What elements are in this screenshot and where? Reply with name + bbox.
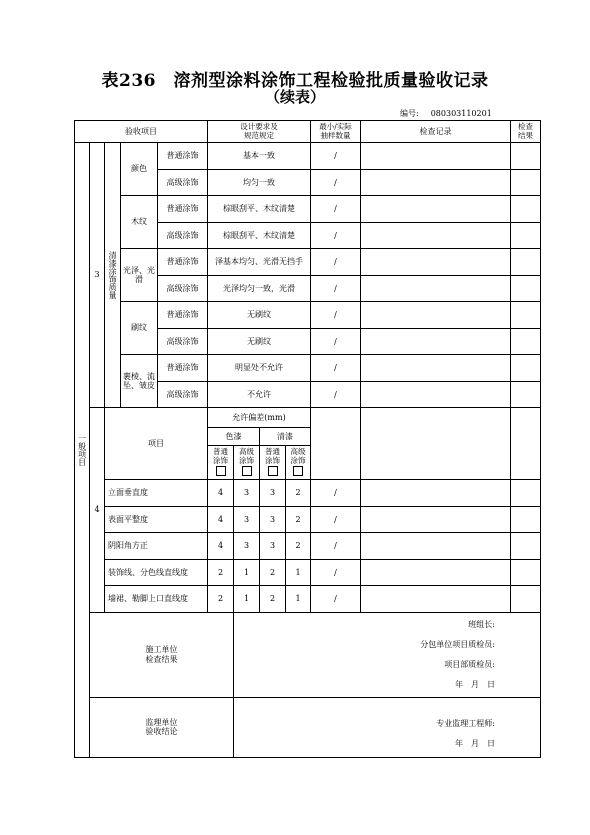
check-result: [511, 506, 541, 533]
group3-number: 3: [90, 143, 105, 408]
check-item-name: 颜色: [121, 143, 158, 196]
design-spec: 棕眼刮平、木纹清楚: [208, 222, 311, 249]
check-result: [511, 222, 541, 249]
finish-grade: 普通涂饰: [158, 196, 208, 223]
check-result: [511, 586, 541, 613]
check-record: [361, 249, 511, 276]
design-spec: 均匀一致: [208, 169, 311, 196]
sample-count: /: [311, 143, 361, 170]
header-item: 验收项目: [75, 121, 208, 143]
sample-count: /: [311, 275, 361, 302]
check-result: [511, 275, 541, 302]
design-spec: 棕眼刮平、木纹清楚: [208, 196, 311, 223]
advanced-finish-option-3: [286, 446, 311, 480]
table-row: [75, 143, 541, 170]
finish-grade: 普通涂饰: [158, 302, 208, 329]
check-record: [361, 302, 511, 329]
tolerance-item-name: 墙裙、勒脚上口直线度: [105, 586, 208, 613]
check-record: [361, 196, 511, 223]
tolerance-value: 2: [208, 586, 234, 613]
table-row: [75, 249, 541, 276]
check-item-name: 裹棱、流坠、皱皮: [121, 355, 158, 408]
finish-grade: 普通涂饰: [158, 249, 208, 276]
sample-count: /: [311, 506, 361, 533]
design-spec: 明显处不允许: [208, 355, 311, 382]
tolerance-item-name: 阴阳角方正: [105, 533, 208, 560]
check-record: [361, 381, 511, 408]
check-result: [511, 328, 541, 355]
check-result: [511, 169, 541, 196]
header-record: 检查记录: [361, 121, 511, 143]
tolerance-value: 3: [260, 480, 286, 507]
sample-count: /: [311, 196, 361, 223]
finish-grade-label: 普通涂饰: [265, 446, 280, 465]
form-title: 表236 溶剂型涂料涂饰工程检验批质量验收记录: [101, 71, 489, 91]
checkbox[interactable]: [242, 466, 252, 476]
tolerance-value: 1: [286, 586, 311, 613]
finish-grade: 高级涂饰: [158, 381, 208, 408]
design-spec: 光泽均匀一致，光滑: [208, 275, 311, 302]
color-paint-label: 色漆: [208, 428, 260, 446]
tolerance-value: 4: [208, 506, 234, 533]
table-row: [75, 533, 541, 560]
tolerance-value: 2: [208, 559, 234, 586]
sample-count: /: [311, 222, 361, 249]
header-design: 设计要求及 规范规定: [208, 121, 311, 143]
team-leader-label: 班组长:: [468, 619, 495, 629]
advanced-finish-option-1: [234, 446, 260, 480]
check-result: [511, 302, 541, 329]
sample-count: /: [311, 355, 361, 382]
design-spec: 泽基本均匀、光滑无挡手: [208, 249, 311, 276]
check-result: [511, 196, 541, 223]
tolerance-item-name: 装饰线、分色线直线度: [105, 559, 208, 586]
form-subtitle: （续表）: [264, 88, 325, 106]
inspection-table: [74, 120, 541, 758]
tolerance-value: 1: [234, 586, 260, 613]
supervision-date: 年 月 日: [455, 738, 495, 748]
sub-inspector-label: 分包单位项目质检员:: [420, 639, 495, 649]
check-item-name: 木纹: [121, 196, 158, 249]
supervision-label: 监理单位 验收结论: [90, 697, 234, 757]
table-row: [75, 480, 541, 507]
finish-grade: 高级涂饰: [158, 222, 208, 249]
check-record: [361, 169, 511, 196]
code-value: 080303110201: [430, 109, 492, 118]
finish-grade-label: 普通涂饰: [213, 446, 228, 465]
finish-grade: 高级涂饰: [158, 328, 208, 355]
project-inspector-label: 项目部质检员:: [444, 659, 495, 669]
check-record: [361, 408, 511, 480]
design-spec: 无刷纹: [208, 328, 311, 355]
table-row: [75, 559, 541, 586]
check-record: [361, 355, 511, 382]
check-result: [511, 143, 541, 170]
tolerance-value: 3: [260, 506, 286, 533]
check-record: [361, 586, 511, 613]
finish-grade-label: 高级涂饰: [290, 446, 306, 465]
tolerance-value: 2: [260, 559, 286, 586]
normal-finish-option-2: [260, 446, 286, 480]
supervising-engineer-label: 专业监理工程师:: [436, 718, 495, 728]
check-result: [511, 249, 541, 276]
check-result: [511, 408, 541, 480]
tolerance-value: 1: [286, 559, 311, 586]
general-items-label: 一般项目: [75, 143, 90, 758]
sample-count: /: [311, 249, 361, 276]
checkbox[interactable]: [293, 466, 303, 476]
tolerance-label: 允许偏差(mm): [208, 408, 311, 428]
tolerance-value: 2: [286, 533, 311, 560]
group3-category: 清漆涂饰质量: [105, 143, 121, 408]
table-row: [75, 196, 541, 223]
group4-item-label: 项目: [105, 408, 208, 480]
check-result: [511, 559, 541, 586]
sample-count: /: [311, 169, 361, 196]
tolerance-value: 4: [208, 480, 234, 507]
header-sample: 最小/实际 抽样数量: [311, 121, 361, 143]
tolerance-value: 1: [234, 559, 260, 586]
tolerance-value: 3: [234, 506, 260, 533]
form-code: [400, 108, 504, 119]
check-record: [361, 275, 511, 302]
check-record: [361, 506, 511, 533]
check-record: [361, 143, 511, 170]
design-spec: 不允许: [208, 381, 311, 408]
finish-grade: 普通涂饰: [158, 355, 208, 382]
tolerance-item-name: 立面垂直度: [105, 480, 208, 507]
tolerance-value: 3: [234, 480, 260, 507]
sample-count: /: [311, 302, 361, 329]
table-row: [75, 302, 541, 329]
finish-grade: 普通涂饰: [158, 143, 208, 170]
construction-date: 年 月 日: [455, 679, 495, 689]
finish-grade: 高级涂饰: [158, 169, 208, 196]
code-label: 编号:: [400, 109, 419, 118]
check-record: [361, 480, 511, 507]
clear-paint-label: 清漆: [260, 428, 311, 446]
check-record: [361, 559, 511, 586]
tolerance-value: 4: [208, 533, 234, 560]
sample-count: /: [311, 533, 361, 560]
check-record: [361, 222, 511, 249]
supervision-signatures: [234, 697, 541, 757]
table-row: [75, 355, 541, 382]
sample-count: /: [311, 480, 361, 507]
check-record: [361, 533, 511, 560]
check-item-name: 光泽、光滑: [121, 249, 158, 302]
construction-label: 施工单位 检查结果: [90, 612, 234, 697]
finish-grade-label: 高级涂饰: [239, 446, 254, 465]
check-result: [511, 480, 541, 507]
sample-count: /: [311, 586, 361, 613]
tolerance-value: 2: [286, 506, 311, 533]
sample-count: /: [311, 381, 361, 408]
tolerance-item-name: 表面平整度: [105, 506, 208, 533]
table-row: [75, 586, 541, 613]
sample-count: /: [311, 559, 361, 586]
design-spec: 无刷纹: [208, 302, 311, 329]
check-result: [511, 381, 541, 408]
check-item-name: 刷纹: [121, 302, 158, 355]
sample-count: /: [311, 328, 361, 355]
group4-number: 4: [90, 408, 105, 613]
tolerance-value: 2: [286, 480, 311, 507]
sample-count: [311, 408, 361, 480]
check-record: [361, 328, 511, 355]
check-result: [511, 533, 541, 560]
header-result: 检查 结果: [511, 121, 541, 143]
checkbox[interactable]: [216, 466, 226, 476]
tolerance-value: 3: [260, 533, 286, 560]
normal-finish-option-0: [208, 446, 234, 480]
design-spec: 基本一致: [208, 143, 311, 170]
tolerance-value: 2: [260, 586, 286, 613]
construction-signatures: [234, 612, 541, 697]
checkbox[interactable]: [268, 466, 278, 476]
check-result: [511, 355, 541, 382]
table-row: [75, 506, 541, 533]
tolerance-value: 3: [234, 533, 260, 560]
finish-grade: 高级涂饰: [158, 275, 208, 302]
